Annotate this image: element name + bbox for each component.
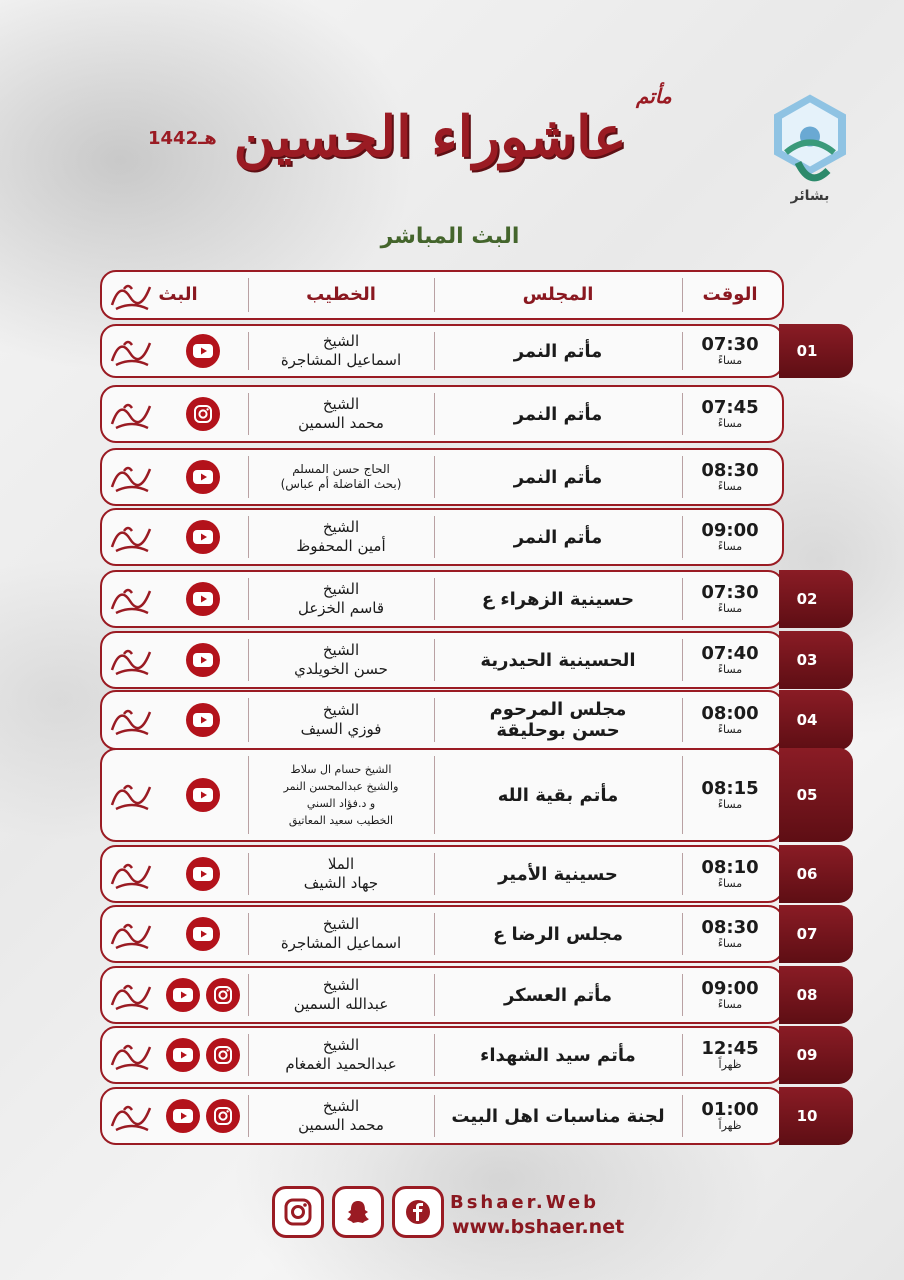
time-period: مساءً xyxy=(717,877,743,890)
speaker-name: اسماعيل المشاجرة xyxy=(280,351,402,369)
time-period: مساءً xyxy=(717,723,743,736)
logo-brand-name: بشائر xyxy=(790,188,830,204)
table-row xyxy=(100,845,784,903)
facebook-icon[interactable] xyxy=(392,1186,444,1238)
venue-cell xyxy=(434,1028,682,1082)
venue-name: حسينية الأمير xyxy=(498,863,618,885)
time-value: 09:00 xyxy=(701,520,759,541)
table-row xyxy=(100,448,784,506)
speaker-name: محمد السمين xyxy=(298,1116,384,1134)
broadcast-cell xyxy=(158,1028,248,1082)
instagram-icon[interactable] xyxy=(206,1099,240,1133)
speaker-cell xyxy=(248,387,434,441)
time-cell xyxy=(682,450,778,504)
venue-name: مأتم العسكر xyxy=(503,984,613,1006)
time-period: مساءً xyxy=(717,480,743,493)
time-cell xyxy=(682,326,778,376)
time-period: مساءً xyxy=(717,354,743,367)
venue-cell xyxy=(434,572,682,626)
table-row xyxy=(100,905,784,963)
speaker-name: أمين المحفوظ xyxy=(296,537,386,555)
venue-cell xyxy=(434,750,682,840)
broadcast-cell xyxy=(158,510,248,564)
header-broadcast: البث xyxy=(158,284,198,305)
speaker-name: حسن الخويلدي xyxy=(294,660,388,678)
speaker-cell xyxy=(248,692,434,748)
instagram-icon[interactable] xyxy=(272,1186,324,1238)
speaker-cell xyxy=(248,1089,434,1143)
row-number-tab: 04 xyxy=(779,690,853,750)
calligraphy-ornament-icon xyxy=(106,331,156,371)
header-speaker: الخطيب xyxy=(306,284,376,305)
row-number-tab: 10 xyxy=(779,1087,853,1145)
broadcast-cell xyxy=(158,692,248,748)
calligraphy-ornament-icon xyxy=(106,854,156,894)
venue-cell xyxy=(434,968,682,1022)
time-value: 08:00 xyxy=(701,703,759,724)
calligraphy-ornament-icon xyxy=(106,975,156,1015)
time-period: مساءً xyxy=(717,417,743,430)
venue-name-line2: حسن بوحليقة xyxy=(496,720,620,741)
venue-name: مجلس المرحوم xyxy=(489,699,627,720)
venue-name: مجلس الرضا ع xyxy=(492,923,624,945)
row-number-tab: 08 xyxy=(779,966,853,1024)
row-number-tab: 07 xyxy=(779,905,853,963)
table-row xyxy=(100,631,784,689)
row-number-tab: 05 xyxy=(779,748,853,842)
time-value: 07:45 xyxy=(701,397,759,418)
broadcast-cell xyxy=(158,633,248,687)
time-cell xyxy=(682,1028,778,1082)
speaker-name: قاسم الخزعل xyxy=(297,599,385,617)
venue-name: مأتم سيد الشهداء xyxy=(480,1044,636,1066)
broadcast-cell xyxy=(158,750,248,840)
speaker-title: الشيخ xyxy=(322,641,360,659)
venue-name: حسينية الزهراء ع xyxy=(481,588,635,610)
venue-cell xyxy=(434,387,682,441)
broadcast-cell xyxy=(158,387,248,441)
speaker-title: الشيخ xyxy=(322,518,360,536)
broadcast-cell xyxy=(158,326,248,376)
table-row xyxy=(100,1026,784,1084)
speaker-title: الشيخ xyxy=(322,1097,360,1115)
time-value: 07:30 xyxy=(701,334,759,355)
time-cell xyxy=(682,633,778,687)
speaker-cell xyxy=(248,633,434,687)
time-value: 08:15 xyxy=(701,778,759,799)
time-period: مساءً xyxy=(717,602,743,615)
speaker-title: الشيخ xyxy=(322,976,360,994)
calligraphy-ornament-icon xyxy=(106,640,156,680)
broadcast-cell xyxy=(158,572,248,626)
speaker-name: عبدالحميد الغمغام xyxy=(285,1055,397,1073)
table-row xyxy=(100,508,784,566)
time-period: ظهراً xyxy=(718,1058,742,1071)
youtube-icon[interactable] xyxy=(186,643,220,677)
venue-cell xyxy=(434,633,682,687)
youtube-icon[interactable] xyxy=(186,857,220,891)
venue-name: لجنة مناسبات اهل البيت xyxy=(451,1105,665,1127)
venue-cell xyxy=(434,510,682,564)
time-value: 07:30 xyxy=(701,582,759,603)
time-value: 01:00 xyxy=(701,1099,759,1120)
venue-name: مأتم النمر xyxy=(513,526,603,548)
speaker-title: الشيخ xyxy=(322,332,360,350)
table-header xyxy=(100,270,784,320)
time-cell xyxy=(682,510,778,564)
calligraphy-ornament-icon xyxy=(106,394,156,434)
time-cell xyxy=(682,907,778,961)
table-row xyxy=(100,748,784,842)
calligraphy-ornament-icon xyxy=(106,700,156,740)
page-title: عاشوراء الحسين xyxy=(233,104,627,170)
instagram-icon[interactable] xyxy=(186,397,220,431)
speaker-line: الشيخ حسام ال سلاط xyxy=(290,763,392,776)
broadcast-cell xyxy=(158,1089,248,1143)
table-row xyxy=(100,966,784,1024)
time-cell xyxy=(682,847,778,901)
time-value: 08:30 xyxy=(701,917,759,938)
venue-cell xyxy=(434,692,682,748)
time-cell xyxy=(682,968,778,1022)
header-venue: المجلس xyxy=(522,284,594,305)
time-period: مساءً xyxy=(717,540,743,553)
venue-name: مأتم النمر xyxy=(513,403,603,425)
time-period: ظهراً xyxy=(718,1119,742,1132)
speaker-title: الشيخ xyxy=(322,915,360,933)
speaker-name: جهاد الشيف xyxy=(303,874,379,892)
time-cell xyxy=(682,387,778,441)
venue-cell xyxy=(434,907,682,961)
speaker-line: الخطيب سعيد المعاتيق xyxy=(288,814,394,827)
speaker-cell xyxy=(248,750,434,840)
speaker-cell xyxy=(248,510,434,564)
youtube-icon[interactable] xyxy=(186,778,220,812)
speaker-name: عبدالله السمين xyxy=(293,995,389,1013)
table-row xyxy=(100,570,784,628)
broadcast-cell xyxy=(158,907,248,961)
footer-website-link[interactable]: www.bshaer.net xyxy=(452,1216,625,1238)
speaker-title: الشيخ xyxy=(322,395,360,413)
venue-cell xyxy=(434,847,682,901)
snapchat-icon[interactable] xyxy=(332,1186,384,1238)
time-period: مساءً xyxy=(717,663,743,676)
time-cell xyxy=(682,692,778,748)
speaker-name: (بحث الفاضلة أم عباس) xyxy=(280,477,402,491)
broadcast-cell xyxy=(158,847,248,901)
row-number-tab: 06 xyxy=(779,845,853,903)
venue-cell xyxy=(434,450,682,504)
speaker-line: و د.فؤاد السني xyxy=(306,797,376,810)
subtitle-live-broadcast: البث المباشر xyxy=(380,224,520,249)
time-period: مساءً xyxy=(717,798,743,811)
title-small: مأتم xyxy=(636,84,672,108)
instagram-icon[interactable] xyxy=(206,1038,240,1072)
speaker-cell xyxy=(248,450,434,504)
table-row xyxy=(100,690,784,750)
speaker-cell xyxy=(248,847,434,901)
youtube-icon[interactable] xyxy=(186,582,220,616)
calligraphy-ornament-icon xyxy=(106,914,156,954)
speaker-cell xyxy=(248,326,434,376)
time-cell xyxy=(682,750,778,840)
time-value: 09:00 xyxy=(701,978,759,999)
header-time: الوقت xyxy=(702,284,758,305)
time-period: مساءً xyxy=(717,998,743,1011)
table-row xyxy=(100,1087,784,1145)
instagram-icon[interactable] xyxy=(206,978,240,1012)
youtube-icon[interactable] xyxy=(166,1099,200,1133)
calligraphy-ornament-icon xyxy=(106,579,156,619)
broadcast-cell xyxy=(158,968,248,1022)
calligraphy-ornament-icon xyxy=(106,1035,156,1075)
row-number-tab: 02 xyxy=(779,570,853,628)
venue-name: مأتم النمر xyxy=(513,340,603,362)
footer-handle[interactable]: Bshaer.Web xyxy=(450,1192,600,1213)
speaker-cell xyxy=(248,572,434,626)
row-number-tab: 09 xyxy=(779,1026,853,1084)
table-row xyxy=(100,324,784,378)
youtube-icon[interactable] xyxy=(186,334,220,368)
venue-name: مأتم النمر xyxy=(513,466,603,488)
venue-cell xyxy=(434,1089,682,1143)
calligraphy-ornament-icon xyxy=(106,517,156,557)
speaker-cell xyxy=(248,907,434,961)
speaker-name: اسماعيل المشاجرة xyxy=(280,934,402,952)
broadcast-cell xyxy=(158,450,248,504)
speaker-title: الشيخ xyxy=(322,1036,360,1054)
youtube-icon[interactable] xyxy=(186,917,220,951)
venue-cell xyxy=(434,326,682,376)
time-value: 07:40 xyxy=(701,643,759,664)
speaker-cell xyxy=(248,968,434,1022)
speaker-title: الحاج حسن المسلم xyxy=(292,462,390,476)
time-cell xyxy=(682,572,778,626)
table-row xyxy=(100,385,784,443)
speaker-title: الشيخ xyxy=(322,701,360,719)
calligraphy-ornament-icon xyxy=(106,1096,156,1136)
venue-name: مأتم بقية الله xyxy=(497,784,619,806)
speaker-title: الشيخ xyxy=(322,580,360,598)
speaker-title: الملا xyxy=(327,855,355,873)
speaker-name: فوزي السيف xyxy=(300,720,382,738)
time-period: مساءً xyxy=(717,937,743,950)
youtube-icon[interactable] xyxy=(186,460,220,494)
youtube-icon[interactable] xyxy=(186,703,220,737)
speaker-line: والشيخ عبدالمحسن النمر xyxy=(283,780,399,793)
speaker-name: محمد السمين xyxy=(298,414,384,432)
youtube-icon[interactable] xyxy=(186,520,220,554)
calligraphy-ornament-icon xyxy=(106,457,156,497)
speaker-cell xyxy=(248,1028,434,1082)
time-value: 12:45 xyxy=(701,1038,759,1059)
time-value: 08:30 xyxy=(701,460,759,481)
time-cell xyxy=(682,1089,778,1143)
row-number-tab: 01 xyxy=(779,324,853,378)
row-number-tab: 03 xyxy=(779,631,853,689)
venue-name: الحسينية الحيدرية xyxy=(480,649,636,671)
youtube-icon[interactable] xyxy=(166,1038,200,1072)
time-value: 08:10 xyxy=(701,857,759,878)
youtube-icon[interactable] xyxy=(166,978,200,1012)
calligraphy-ornament-icon xyxy=(106,775,156,815)
hijri-year: 1442هـ xyxy=(148,128,217,149)
